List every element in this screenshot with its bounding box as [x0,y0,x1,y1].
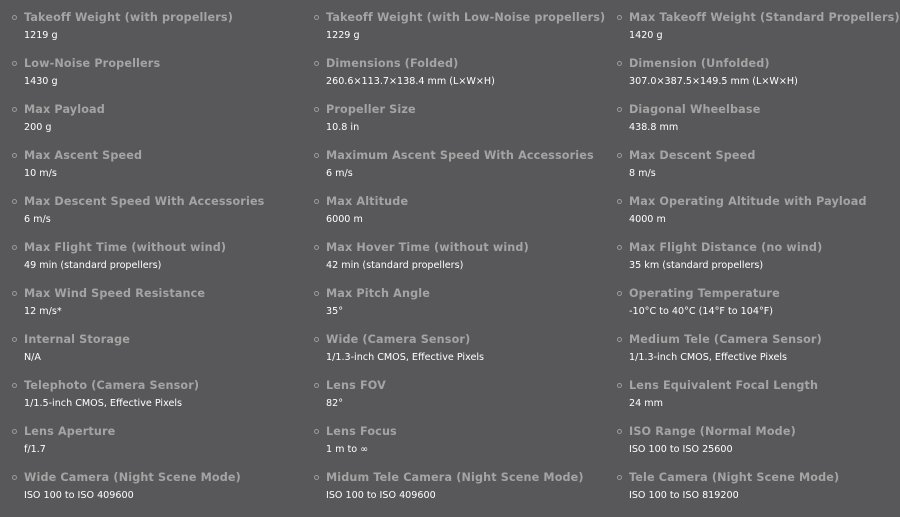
spec-value: 12 m/s* [24,306,62,317]
spec-value: ISO 100 to ISO 409600 [24,490,134,501]
spec-label: Max Payload [24,103,105,116]
bullet-circle-icon [314,383,319,388]
spec-value: 438.8 mm [629,122,679,133]
bullet-circle-icon [617,337,622,342]
spec-label: Internal Storage [24,333,130,346]
bullet-circle-icon [314,199,319,204]
spec-label: Max Wind Speed Resistance [24,287,206,300]
spec-label: Lens Equivalent Focal Length [629,379,819,392]
spec-value: ISO 100 to ISO 819200 [629,490,739,501]
spec-label: Telephoto (Camera Sensor) [24,379,200,392]
bullet-circle-icon [12,291,17,296]
spec-item [302,149,605,195]
spec-item [605,471,900,517]
spec-item [605,11,900,57]
spec-label: Takeoff Weight (with propellers) [24,11,234,24]
spec-value: 1/1.5-inch CMOS, Effective Pixels [24,398,183,409]
spec-value: 260.6×113.7×138.4 mm (L×W×H) [326,76,495,87]
spec-label: Max Pitch Angle [326,287,430,300]
spec-item [0,241,302,287]
bullet-circle-icon [12,15,17,20]
spec-value: ISO 100 to ISO 409600 [326,490,436,501]
spec-item [0,103,302,149]
spec-label: Max Flight Distance (no wind) [629,241,823,254]
bullet-circle-icon [12,475,17,480]
spec-item [605,333,900,379]
spec-item [0,287,302,333]
spec-label: Operating Temperature [629,287,780,300]
spec-label: Low-Noise Propellers [24,57,161,70]
spec-value: 1229 g [326,30,360,41]
spec-item [605,425,900,471]
bullet-circle-icon [314,153,319,158]
spec-item [302,333,605,379]
spec-label: Max Descent Speed [629,149,756,162]
spec-item [302,195,605,241]
spec-value: 35 km (standard propellers) [629,260,764,271]
bullet-circle-icon [12,199,17,204]
bullet-circle-icon [314,61,319,66]
spec-value: 1420 g [629,30,663,41]
spec-value: 24 mm [629,398,663,409]
spec-value: 1219 g [24,30,58,41]
spec-label: Lens Aperture [24,425,116,438]
bullet-circle-icon [314,15,319,20]
spec-value: 82° [326,398,344,409]
spec-item [302,425,605,471]
spec-value: 6 m/s [24,214,51,225]
spec-value: -10°C to 40°C (14°F to 104°F) [629,306,774,317]
spec-item [0,149,302,195]
spec-label: Midum Tele Camera (Night Scene Mode) [326,471,584,484]
spec-label: Propeller Size [326,103,416,116]
spec-item [605,379,900,425]
bullet-circle-icon [617,15,622,20]
spec-value: 4000 m [629,214,666,225]
bullet-circle-icon [12,383,17,388]
spec-label: Dimension (Unfolded) [629,57,770,70]
spec-item [0,195,302,241]
spec-value: ISO 100 to ISO 25600 [629,444,733,455]
spec-value: 35° [326,306,344,317]
spec-label: Tele Camera (Night Scene Mode) [629,471,840,484]
spec-value: 1430 g [24,76,58,87]
spec-label: Lens Focus [326,425,397,438]
bullet-circle-icon [12,337,17,342]
spec-item [0,425,302,471]
spec-value: 6000 m [326,214,363,225]
bullet-circle-icon [12,153,17,158]
spec-label: Diagonal Wheelbase [629,103,761,116]
spec-item [302,287,605,333]
spec-label: ISO Range (Normal Mode) [629,425,796,438]
spec-value: f/1.7 [24,444,46,455]
spec-item [0,471,302,517]
spec-value: 1/1.3-inch CMOS, Effective Pixels [326,352,485,363]
spec-item [302,379,605,425]
spec-item [302,241,605,287]
spec-label: Wide (Camera Sensor) [326,333,471,346]
spec-item [0,11,302,57]
spec-value: 200 g [24,122,52,133]
bullet-circle-icon [617,153,622,158]
bullet-circle-icon [314,475,319,480]
bullet-circle-icon [12,61,17,66]
spec-label: Max Ascent Speed [24,149,143,162]
bullet-circle-icon [617,245,622,250]
bullet-circle-icon [617,429,622,434]
spec-label: Max Flight Time (without wind) [24,241,227,254]
spec-label: Takeoff Weight (with Low-Noise propellers) [326,11,605,24]
spec-label: Max Hover Time (without wind) [326,241,529,254]
spec-label: Dimensions (Folded) [326,57,459,70]
spec-label: Medium Tele (Camera Sensor) [629,333,822,346]
bullet-circle-icon [617,475,622,480]
spec-item [302,103,605,149]
spec-value: 307.0×387.5×149.5 mm (L×W×H) [629,76,798,87]
spec-value: 49 min (standard propellers) [24,260,162,271]
spec-label: Max Takeoff Weight (Standard Propellers) [629,11,900,24]
spec-item [0,57,302,103]
spec-item [302,471,605,517]
spec-label: Lens FOV [326,379,386,392]
bullet-circle-icon [12,245,17,250]
bullet-circle-icon [12,429,17,434]
bullet-circle-icon [617,107,622,112]
bullet-circle-icon [617,291,622,296]
spec-value: 8 m/s [629,168,656,179]
spec-value: N/A [24,352,41,363]
spec-label: Maximum Ascent Speed With Accessories [326,149,594,162]
spec-item [0,379,302,425]
bullet-circle-icon [314,429,319,434]
bullet-circle-icon [617,383,622,388]
spec-item [605,195,900,241]
spec-value: 10.8 in [326,122,360,133]
spec-item [605,287,900,333]
bullet-circle-icon [314,107,319,112]
bullet-circle-icon [314,245,319,250]
spec-label: Wide Camera (Night Scene Mode) [24,471,241,484]
bullet-circle-icon [314,337,319,342]
spec-item [302,11,605,57]
spec-item [605,103,900,149]
spec-item [302,57,605,103]
spec-value: 10 m/s [24,168,57,179]
bullet-circle-icon [12,107,17,112]
bullet-circle-icon [314,291,319,296]
spec-value: 1/1.3-inch CMOS, Effective Pixels [629,352,788,363]
spec-item [0,333,302,379]
spec-value: 42 min (standard propellers) [326,260,464,271]
bullet-circle-icon [617,61,622,66]
spec-label: Max Altitude [326,195,409,208]
spec-item [605,241,900,287]
spec-value: 6 m/s [326,168,353,179]
bullet-circle-icon [617,199,622,204]
spec-value: 1 m to ∞ [326,444,369,455]
spec-item [605,149,900,195]
spec-item [605,57,900,103]
spec-label: Max Operating Altitude with Payload [629,195,867,208]
spec-label: Max Descent Speed With Accessories [24,195,265,208]
